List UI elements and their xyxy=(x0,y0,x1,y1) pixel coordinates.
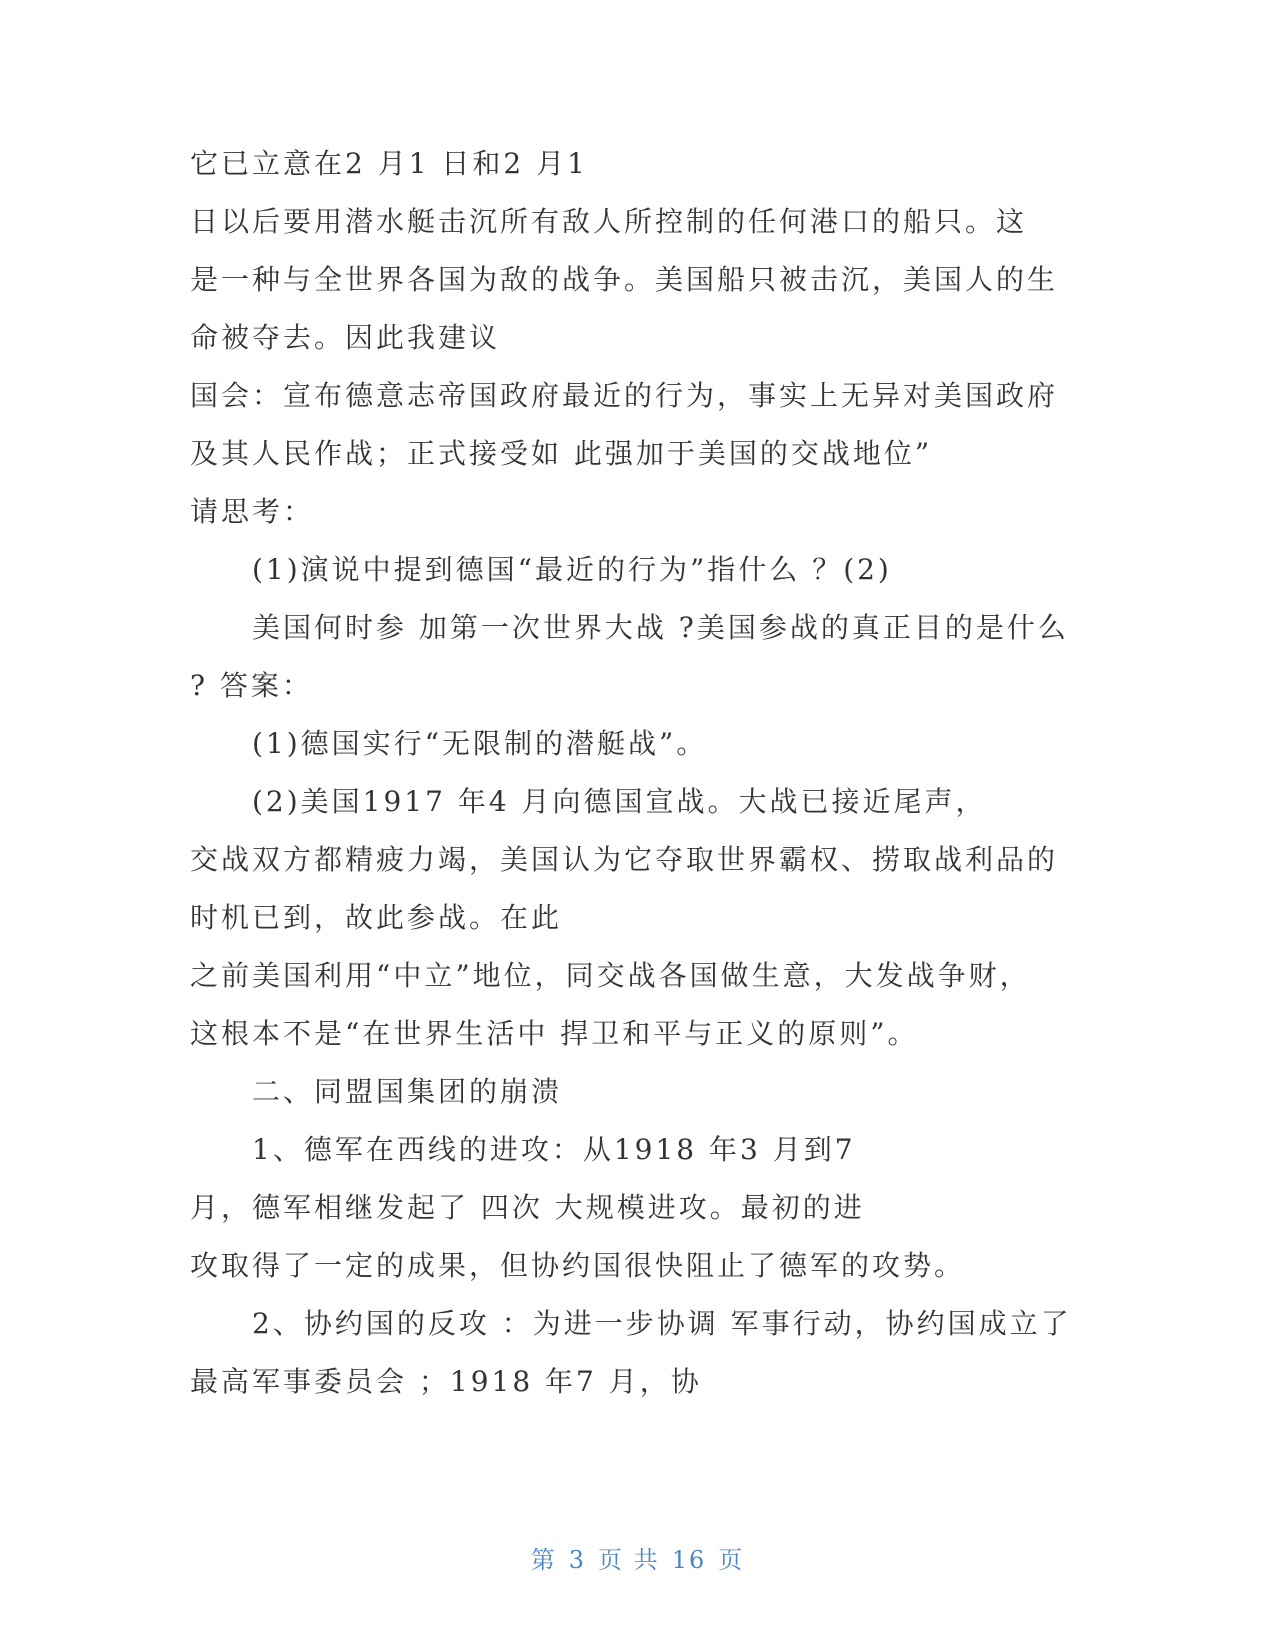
body-line: 国会：宣布德意志帝国政府最近的行为，事实上无异对美国政府 xyxy=(190,379,1059,412)
footer-middle: 页 共 xyxy=(598,1546,660,1574)
page-footer xyxy=(0,1540,1275,1575)
answer-heading: ? 答案： xyxy=(190,669,313,702)
question-1: (1)演说中提到德国“最近的行为”指什么 ？(2) xyxy=(252,553,892,586)
section-heading: 二、同盟国集团的崩溃 xyxy=(252,1075,563,1108)
footer-suffix: 页 xyxy=(718,1546,745,1574)
body-line: 之前美国利用“中立”地位，同交战各国做生意，大发战争财， xyxy=(190,959,1031,992)
body-line: 最高军事委员会 ；1918 年7 月，协 xyxy=(190,1365,702,1398)
current-page-number: 3 xyxy=(568,1546,587,1574)
body-line: 月，德军相继发起了 四次 大规模进攻。最初的进 xyxy=(190,1191,865,1224)
item-1: 1、德军在西线的进攻：从1918 年3 月到7 xyxy=(252,1133,856,1166)
question-2: 美国何时参 加第一次世界大战 ?美国参战的真正目的是什么 xyxy=(252,611,1069,644)
body-line: 这根本不是“在世界生活中 捍卫和平与正义的原则”。 xyxy=(190,1017,919,1050)
body-line: 它已立意在2 月1 日和2 月1 xyxy=(190,147,588,180)
body-line: 是一种与全世界各国为敌的战争。美国船只被击沉，美国人的生 xyxy=(190,263,1059,296)
body-line: 日以后要用潜水艇击沉所有敌人所控制的任何港口的船只。这 xyxy=(190,205,1028,238)
body-line: 时机已到，故此参战。在此 xyxy=(190,901,563,934)
footer-prefix: 第 xyxy=(530,1546,557,1574)
item-2: 2、协约国的反攻 ：为进一步协调 军事行动，协约国成立了 xyxy=(252,1307,1072,1340)
body-line: 请思考： xyxy=(190,495,315,528)
body-line: 命被夺去。因此我建议 xyxy=(190,321,501,354)
body-line: 攻取得了一定的成果，但协约国很快阻止了德军的攻势。 xyxy=(190,1249,966,1282)
answer-1: (1)德国实行“无限制的潜艇战”。 xyxy=(252,727,708,760)
body-line: 及其人民作战；正式接受如 此强加于美国的交战地位” xyxy=(190,437,933,470)
body-line: 交战双方都精疲力竭，美国认为它夺取世界霸权、捞取战利品的 xyxy=(190,843,1059,876)
answer-2: (2)美国1917 年4 月向德国宣战。大战已接近尾声， xyxy=(252,785,987,818)
total-pages-number: 16 xyxy=(671,1546,707,1574)
